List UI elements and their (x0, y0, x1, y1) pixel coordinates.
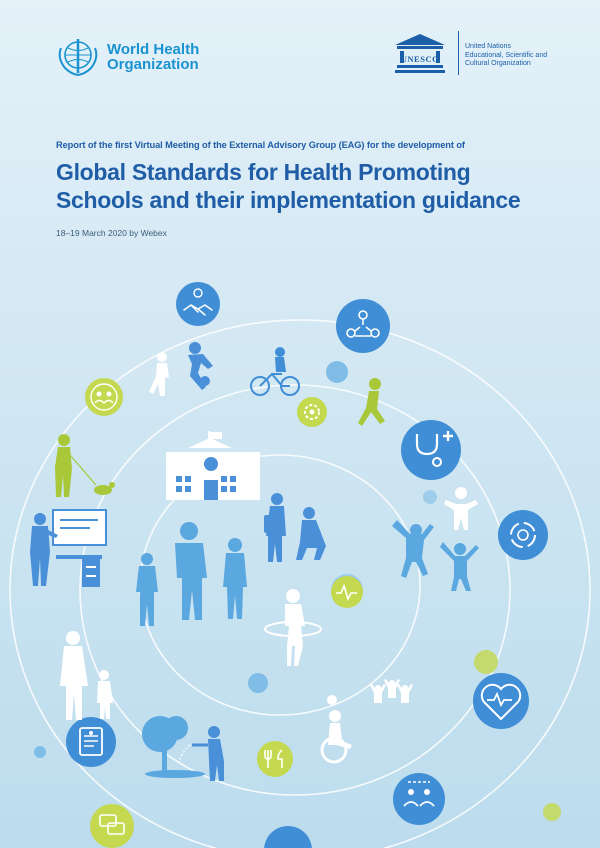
title-line-2: Schools and their implementation guidance (56, 187, 521, 213)
gardener-figure (142, 716, 224, 781)
certificate-icon (66, 717, 116, 767)
who-name-line2: Organization (107, 56, 199, 73)
bottom-circle-icon (264, 826, 312, 848)
report-subtitle: Report of the first Virtual Meeting of the External Advisory Group (EAG) for the development of (56, 140, 465, 150)
mother-child-figures (60, 631, 113, 720)
heartbeat-icon (331, 576, 363, 608)
unesco-wordmark: UNESCO (400, 54, 440, 64)
football-kid-figure (188, 342, 213, 390)
school-network-icon (336, 299, 390, 353)
community-icon (85, 378, 123, 416)
chat-icon (90, 804, 134, 848)
teacher-figure (30, 510, 106, 587)
dog-walker-figure (55, 434, 115, 497)
cycle-icon (498, 510, 548, 560)
unesco-line-1: United Nations (465, 43, 511, 50)
who-name-line1: World Health (107, 41, 200, 58)
hula-hoop-girl-figure (265, 589, 321, 666)
unesco-line-2: Educational, Scientific and (465, 51, 548, 59)
stethoscope-icon (401, 420, 461, 480)
title-line-1: Global Standards for Health Promoting (56, 159, 471, 185)
wheelchair-athlete-figure (322, 695, 352, 762)
handshake-icon (176, 282, 220, 326)
playing-children-figures (392, 520, 479, 591)
parent-child-figures (264, 493, 326, 562)
heart-pulse-icon (473, 673, 529, 729)
food-icon (257, 741, 293, 777)
cheering-kids-figures (370, 679, 413, 703)
meeting-date: 18–19 March 2020 by Webex (56, 228, 167, 238)
settings-icon (297, 397, 327, 427)
discussion-icon (393, 773, 445, 825)
jumping-kids-figures (444, 487, 478, 530)
unesco-line-3: Cultural Organization (465, 60, 531, 67)
family-figures (136, 522, 247, 626)
school-building-icon (166, 431, 260, 500)
